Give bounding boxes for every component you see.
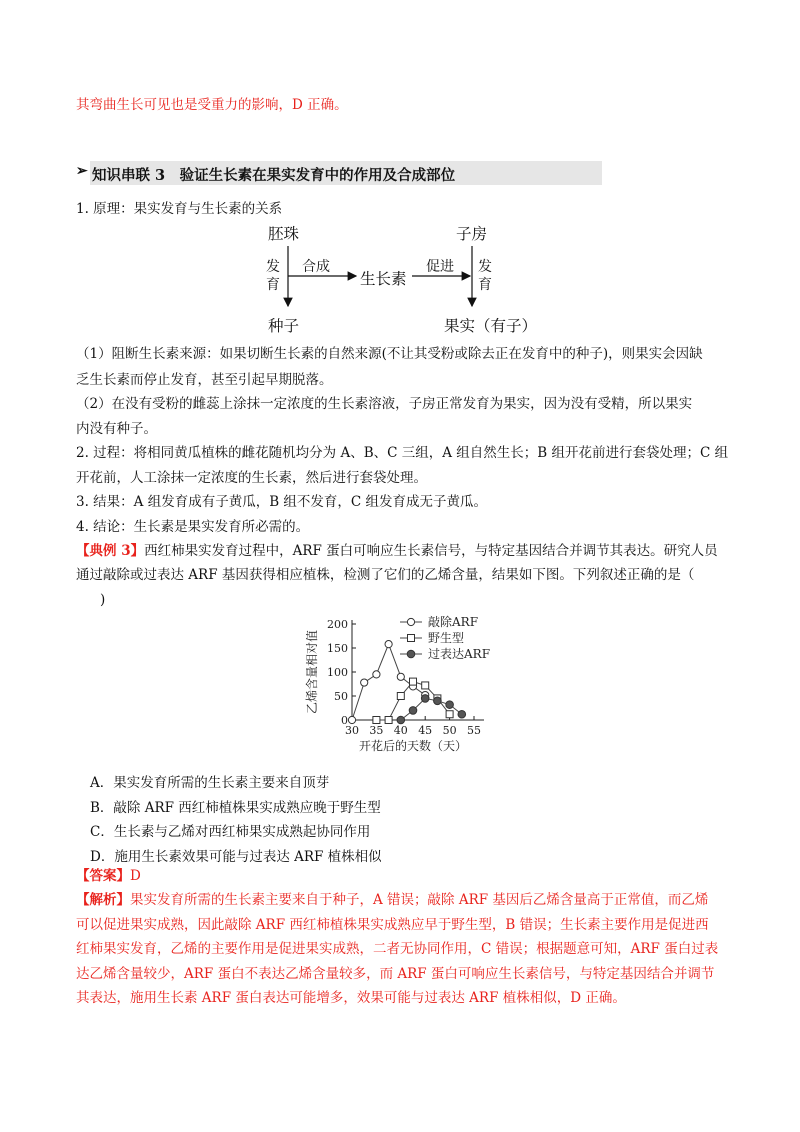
body-line: 2. 过程：将相同黄瓜植株的雌花随机均分为 A、B、C 三组，A 组自然生长；B 组开花前进行套袋处理；C 组 bbox=[76, 445, 729, 461]
ovary-label: 子房 bbox=[456, 225, 488, 243]
option-d: D．施用生长素效果可能与过表达 ARF 植株相似 bbox=[90, 849, 382, 865]
example-line-3: ) bbox=[100, 592, 106, 608]
data-point bbox=[385, 641, 392, 648]
analysis-text: 果实发育所需的生长素主要来自于种子，A 错误；敲除 ARF 基因后乙烯含量高于正常值，而乙烯 bbox=[130, 892, 709, 908]
y-tick-label: 50 bbox=[334, 690, 348, 703]
option-c: C．生长素与乙烯对西红柿果实成熟起协同作用 bbox=[90, 824, 371, 840]
x-tick-label: 35 bbox=[369, 724, 384, 737]
body-line: 开花前，人工涂抹一定浓度的生长素，然后进行套袋处理。 bbox=[76, 470, 427, 486]
data-point bbox=[361, 679, 368, 686]
answer-line bbox=[76, 867, 736, 885]
body-line: （1）阻断生长素来源：如果切断生长素的自然来源(不让其受粉或除去正在发育中的种子)，则果实会因缺 bbox=[76, 346, 703, 362]
data-point bbox=[422, 682, 429, 689]
example-tag: 【典例 3】 bbox=[76, 543, 145, 559]
body-line: 3. 结果：A 组发育成有子黄瓜，B 组不发育，C 组发育成无子黄瓜。 bbox=[76, 494, 488, 510]
data-point bbox=[373, 671, 380, 678]
data-point bbox=[385, 717, 392, 724]
y-tick-label: 0 bbox=[341, 714, 348, 727]
analysis-tag: 【解析】 bbox=[76, 892, 130, 908]
legend-marker bbox=[407, 618, 414, 625]
left-develop-2: 育 bbox=[266, 277, 280, 293]
answer-tag: 【答案】 bbox=[76, 868, 130, 884]
left-develop-1: 发 bbox=[266, 259, 280, 275]
data-point bbox=[458, 710, 466, 718]
option-a: A．果实发育所需的生长素主要来自顶芽 bbox=[90, 775, 330, 791]
section-title: 知识串联 3 验证生长素在果实发育中的作用及合成部位 bbox=[92, 167, 456, 184]
y-axis-label: 乙烯含量相对值 bbox=[305, 629, 319, 715]
x-axis-label: 开花后的天数（天） bbox=[358, 739, 468, 753]
data-point bbox=[446, 711, 453, 718]
example-line-2: 通过敲除或过表达 ARF 基因获得相应植株，检测了它们的乙烯含量，结果如下图。下列叙述正确的是（ bbox=[76, 567, 695, 583]
ethylene-chart bbox=[300, 612, 520, 762]
principle-line: 1. 原理：果实发育与生长素的关系 bbox=[76, 201, 283, 217]
data-point bbox=[421, 695, 429, 703]
fruit-label: 果实（有子） bbox=[444, 317, 538, 335]
data-point bbox=[410, 678, 417, 685]
legend-label: 敲除ARF bbox=[428, 615, 479, 629]
analysis-line: 可以促进果实成熟，因此敲除 ARF 西红柿植株果实成熟应早于野生型，B 错误；生长素主要作用是促进西 bbox=[76, 917, 709, 933]
x-tick-label: 45 bbox=[418, 724, 433, 737]
body-line: 4. 结论：生长素是果实发育所必需的。 bbox=[76, 519, 310, 535]
data-point bbox=[397, 716, 405, 724]
synthesis-label: 合成 bbox=[302, 259, 330, 275]
x-tick-label: 55 bbox=[467, 724, 481, 737]
data-point bbox=[397, 693, 404, 700]
right-develop-1: 发 bbox=[478, 259, 492, 275]
data-point bbox=[409, 707, 417, 715]
ovule-label: 胚珠 bbox=[268, 225, 300, 243]
example-line-1 bbox=[76, 542, 736, 560]
body-line: （2）在没有受粉的雌蕊上涂抹一定浓度的生长素溶液，子房正常发育为果实，因为没有受精，所以果实 bbox=[76, 396, 693, 412]
answer-value: D bbox=[130, 868, 141, 884]
seed-label: 种子 bbox=[268, 317, 300, 335]
arrow-bullet-icon: ➢ bbox=[76, 163, 88, 179]
chart-svg bbox=[300, 612, 520, 762]
analysis-line: 达乙烯含量较少，ARF 蛋白不表达乙烯含量较多，而 ARF 蛋白可响应生长素信号，与特定基因结合并调节 bbox=[76, 966, 715, 982]
legend-label: 野生型 bbox=[428, 631, 465, 645]
auxin-label: 生长素 bbox=[360, 270, 407, 288]
x-tick-label: 40 bbox=[393, 724, 408, 737]
x-tick-label: 30 bbox=[345, 724, 359, 737]
analysis-line: 红柿果实发育，乙烯的主要作用是促进果实成熟，二者无协同作用，C 错误；根据题意可知，ARF 蛋白过表 bbox=[76, 941, 719, 957]
legend-marker bbox=[407, 650, 415, 658]
option-b: B．敲除 ARF 西红柿植株果实成熟应晚于野生型 bbox=[90, 800, 381, 816]
x-tick-label: 50 bbox=[442, 724, 457, 737]
section-heading bbox=[76, 161, 736, 185]
y-tick-label: 100 bbox=[327, 666, 348, 679]
data-point bbox=[397, 673, 404, 680]
auxin-diagram bbox=[260, 222, 550, 336]
right-develop-2: 育 bbox=[478, 277, 492, 293]
legend-label: 过表达ARF bbox=[428, 647, 491, 661]
example-text-1: 西红柿果实发育过程中，ARF 蛋白可响应生长素信号，与特定基因结合并调节其表达。研究人员 bbox=[144, 543, 718, 559]
legend-marker bbox=[408, 635, 415, 642]
data-point bbox=[446, 701, 454, 709]
data-point bbox=[348, 716, 355, 723]
data-point bbox=[373, 717, 380, 724]
promote-label: 促进 bbox=[426, 259, 454, 275]
data-point bbox=[434, 697, 442, 705]
y-tick-label: 200 bbox=[327, 618, 348, 631]
body-line: 乏生长素而停止发育，甚至引起早期脱落。 bbox=[76, 372, 333, 388]
analysis-line-1 bbox=[76, 891, 736, 909]
analysis-line: 其表达，施用生长素 ARF 蛋白表达可能增多，效果可能与过表达 ARF 植株相似，D 正确。 bbox=[76, 990, 626, 1006]
intro-line: 其弯曲生长可见也是受重力的影响，D 正确。 bbox=[76, 97, 348, 113]
y-tick-label: 150 bbox=[327, 642, 348, 655]
body-line: 内没有种子。 bbox=[76, 421, 157, 437]
